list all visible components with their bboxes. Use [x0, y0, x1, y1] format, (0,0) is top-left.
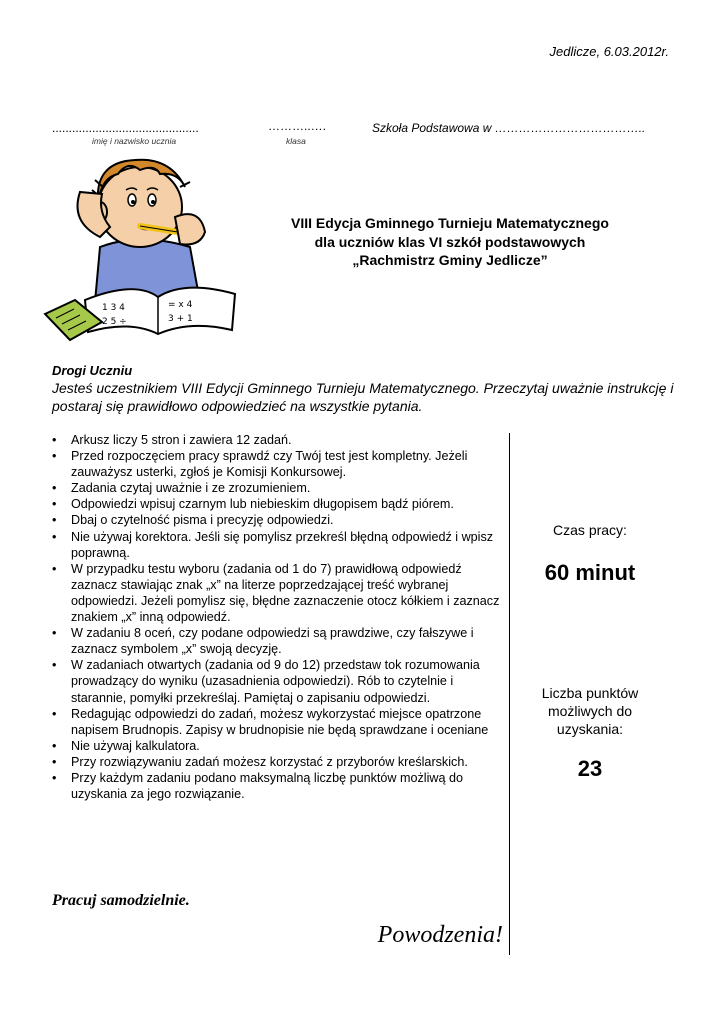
instruction-item: • W zadaniu 8 oceń, czy podane odpowiedzi są prawdziwe, czy fałszywe i zaznacz symbolem „x” swoją decyzję. [52, 625, 504, 657]
points-value: 23 [577, 756, 603, 781]
points-label: Liczba punktów możliwych do uzyskania: [541, 685, 639, 737]
student-name-blank: ............................................ [52, 121, 199, 135]
time-value: 60 minut [544, 560, 636, 585]
instruction-item: • Przy rozwiązywaniu zadań możesz korzystać z przyborów kreślarskich. [52, 754, 504, 770]
instruction-item: • Dbaj o czytelność pisma i precyzję odpowiedzi. [52, 512, 504, 528]
document-date: Jedlicze, 6.03.2012r. [549, 44, 669, 59]
instruction-item: • Przy każdym zadaniu podano maksymalną liczbę punktów możliwą do uzyskania za jego rozwiązanie. [52, 770, 504, 802]
svg-text:1 3 4: 1 3 4 [102, 303, 125, 313]
student-studying-illustration [40, 152, 245, 347]
title-line-3: „Rachmistrz Gminy Jedlicze” [352, 252, 548, 268]
svg-text:2 5 ÷: 2 5 ÷ [102, 317, 127, 327]
class-blank: ………..…. [268, 119, 327, 133]
class-label: klasa [286, 136, 306, 146]
work-alone-note: Pracuj samodzielnie. [52, 892, 190, 909]
greeting-section [52, 363, 682, 415]
column-divider [509, 433, 510, 955]
instruction-item: • Nie używaj kalkulatora. [52, 738, 504, 754]
svg-text:3 + 1: 3 + 1 [168, 314, 193, 324]
contest-title [230, 214, 670, 270]
student-name-label: imię i nazwisko ucznia [92, 136, 177, 146]
instruction-item: • W przypadku testu wyboru (zadania od 1 do 7) prawidłową odpowiedź zaznacz stawiając znak „x” na literze poprzedzającej treść wybranej odpowiedzi. Jeżeli pomylisz się, błędne zaznaczenie otocz kółkiem i zaznacz znakiem „x” inną odpowiedź. [52, 561, 504, 625]
instruction-item: • Redagując odpowiedzi do zadań, możesz wykorzystać miejsce opatrzone napisem Brudnopis. Zapisy w brudnopisie nie będą sprawdzane i oceniane [52, 706, 504, 738]
good-luck-note: Powodzenia! [377, 922, 503, 948]
title-line-1: VIII Edycja Gminnego Turnieju Matematycznego [291, 215, 609, 231]
school-blank: Szkoła Podstawowa w ……………………………….. [372, 121, 646, 135]
greeting-heading: Drogi Uczniu [52, 363, 133, 378]
instruction-item: • Przed rozpoczęciem pracy sprawdź czy Twój test jest kompletny. Jeżeli zauważysz usterki, zgłoś je Komisji Konkursowej. [52, 448, 504, 480]
instruction-item: • Arkusz liczy 5 stron i zawiera 12 zadań. [52, 432, 504, 448]
instruction-item: • Odpowiedzi wpisuj czarnym lub niebieskim długopisem bądź piórem. [52, 496, 504, 512]
instruction-item: • W zadaniach otwartych (zadania od 9 do 12) przedstaw tok rozumowania prowadzący do wyniku (uzasadnienia odpowiedzi). Rób to czytelnie i starannie, pomyłki przekreślaj. Pamiętaj o zapisaniu odpowiedzi. [52, 657, 504, 705]
time-label: Czas pracy: [553, 522, 627, 538]
instruction-item: • Zadania czytaj uważnie i ze zrozumieniem. [52, 480, 504, 496]
svg-text:= x 4: = x 4 [168, 300, 193, 310]
greeting-text: Jesteś uczestnikiem VIII Edycji Gminnego Turnieju Matematycznego. Przeczytaj uważnie instrukcję i postaraj się prawidłowo odpowiedzieć na wszystkie pytania. [52, 380, 674, 414]
title-line-2: dla uczniów klas VI szkół podstawowych [314, 233, 586, 250]
instructions-list [52, 432, 504, 802]
instruction-item: • Nie używaj korektora. Jeśli się pomylisz przekreśl błędną odpowiedź i wpisz poprawną. [52, 529, 504, 561]
